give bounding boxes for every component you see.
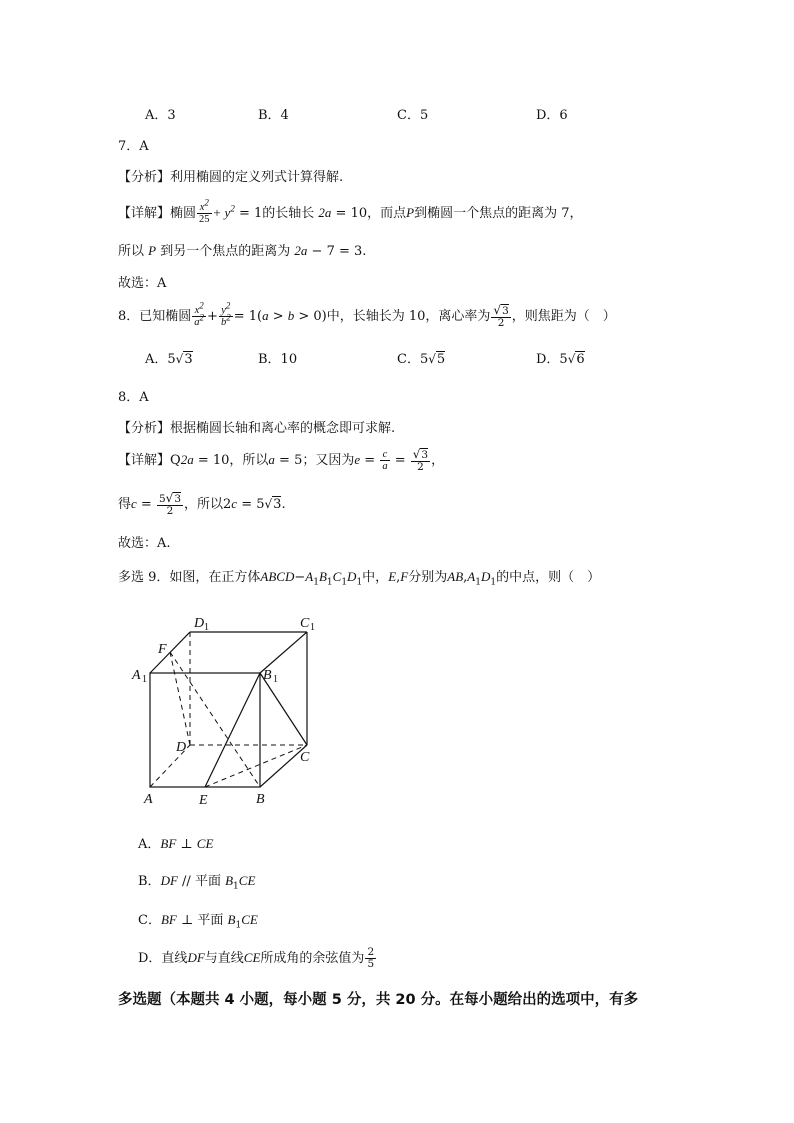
detail-text: ，所以 [184,497,224,512]
label-e: E [199,793,208,808]
fraction-sqrt3-over-2: $\frac{√3}{2}$ [493,302,509,329]
detail-text: 椭圆 [170,206,197,221]
q9-option-b: B．DF // 平面 $B_1CE$ [138,873,256,892]
detail-tag: 【详解】 [118,206,171,221]
detail-text: 得 [118,497,132,512]
q8-option-a: A．5√3 [145,352,193,367]
detail-8-line-2: 得c = $\frac{5√3}{2}$ ，所以2c = 5√3. [118,490,286,517]
q6-option-a: A．3 [145,108,176,123]
fraction-sqrt3-over-2: $\frac{√3}{2}$ [412,446,429,473]
detail-text: ；又因为 [302,453,355,468]
fraction-c-over-a: $\frac{c}{a}$ [382,448,388,472]
detail-text: 到椭圆一个焦点的距离为 7， [414,206,583,221]
segment-b1c [260,673,307,745]
detail-8-line-1: 【详解】Q2a = 10，所以a = 5；又因为e = $\frac{c}{a}$ = $\frac{√3}{2}$ ， [118,446,445,473]
fraction-2-over-5: $\frac{2}{5}$ [367,945,375,970]
label-d: D [176,740,187,755]
cube-figure [128,605,328,810]
q9-option-d: D．直线DF与直线CE所成角的余弦值为 $\frac{2}{5}$ [138,945,375,970]
detail-text: 到另一个焦点的距离为 [160,244,291,259]
detail-text: ，所以 [229,453,269,468]
analysis-tag: 【分析】 [118,170,171,185]
segment-eb1 [205,673,260,787]
label-c: C [300,750,310,765]
q8-option-d: D．5√6 [536,352,585,367]
stem-text: 分别为 [408,570,448,585]
detail-7-line-2: 所以 P 到另一个焦点的距离为 2a − 7 = 3. [118,243,367,259]
analysis-8 [118,417,395,436]
label-d1: D [194,616,205,631]
question-8-stem: 8．已知椭圆 $\frac{x^2}{a^2}$ + $\frac{y^2}{b^2}$ = 1(a > b > 0)中，长轴长为 10，离心率为 $\frac{√3}{2}$ ，则焦距为（ ） [118,300,616,329]
label-sub: 1 [142,674,147,685]
label-f: F [158,642,167,657]
answer-7: 7．A [118,139,149,154]
label-b1: B [263,668,272,683]
q6-option-b: B．4 [258,108,289,123]
fraction-y2-b2: $\frac{y^2}{b^2}$ [220,300,231,328]
front-face [150,673,260,787]
detail-text: 所以 [118,244,145,259]
analysis-text: 利用椭圆的定义列式计算得解. [170,170,344,185]
q9-option-a: A．BF ⊥ CE [138,836,214,852]
label-a1: A [132,668,141,683]
analysis-tag: 【分析】 [118,421,171,436]
detail-text: ，而点 [367,206,407,221]
detail-tag: 【详解】 [118,453,171,468]
stem-text: ，则焦距为（ ） [511,309,616,324]
detail-text: 的长轴长 [262,206,315,221]
q6-option-c: C．5 [397,108,429,123]
label-a: A [144,792,153,807]
answer-8: 8．A [118,390,149,405]
label-c1: C [300,616,310,631]
section-heading: 多选题（本题共 4 小题，每小题 5 分，共 20 分。在每小题给出的选项中，有多 [118,992,639,1008]
q8-option-b: B．10 [258,352,298,367]
stem-text: 多选 9．如图，在正方体 [118,570,261,585]
q9-option-c: C．BF ⊥ 平面 $B_1CE$ [138,912,258,931]
conclusion-8: 故选：A. [118,536,171,551]
stem-text: 中，长轴长为 10，离心率为 [326,309,491,324]
analysis-text: 根据椭圆长轴和离心率的概念即可求解. [170,421,396,436]
detail-7-line-1: 【详解】椭圆 $\frac{x^2}{25}$ + $y^2 = 1$的长轴长 2a = 10，而点P到椭圆一个焦点的距离为 7， [118,197,583,225]
question-9-stem: 多选 9．如图，在正方体$ABCD-A_1B_1C_1D_1$中，E,F分别为$AB,A_1D_1$的中点，则（ ） [118,569,601,588]
stem-text: 8．已知椭圆 [118,309,192,324]
conclusion-7: 故选：A [118,276,167,291]
label-sub: 1 [204,622,209,633]
edge-c1b1 [260,632,307,673]
stem-text: 的中点，则（ ） [496,570,601,585]
q6-option-d: D．6 [536,108,568,123]
label-sub: 1 [310,622,315,633]
label-b: B [256,792,265,807]
label-sub: 1 [273,674,278,685]
detail-text: ， [431,453,445,468]
fraction-x2-a2: $\frac{x^2}{a^2}$ [194,300,205,328]
detail-text: . [281,497,286,512]
segment-fd [170,652,190,745]
q8-option-c: C．5√5 [397,352,446,367]
fraction-5sqrt3-over-2: $\frac{5√3}{2}$ [158,490,181,517]
analysis-7 [118,166,343,185]
fraction-x2-over-25: $\frac{x^2}{25}$ [199,197,210,225]
stem-text: 中， [362,570,389,585]
